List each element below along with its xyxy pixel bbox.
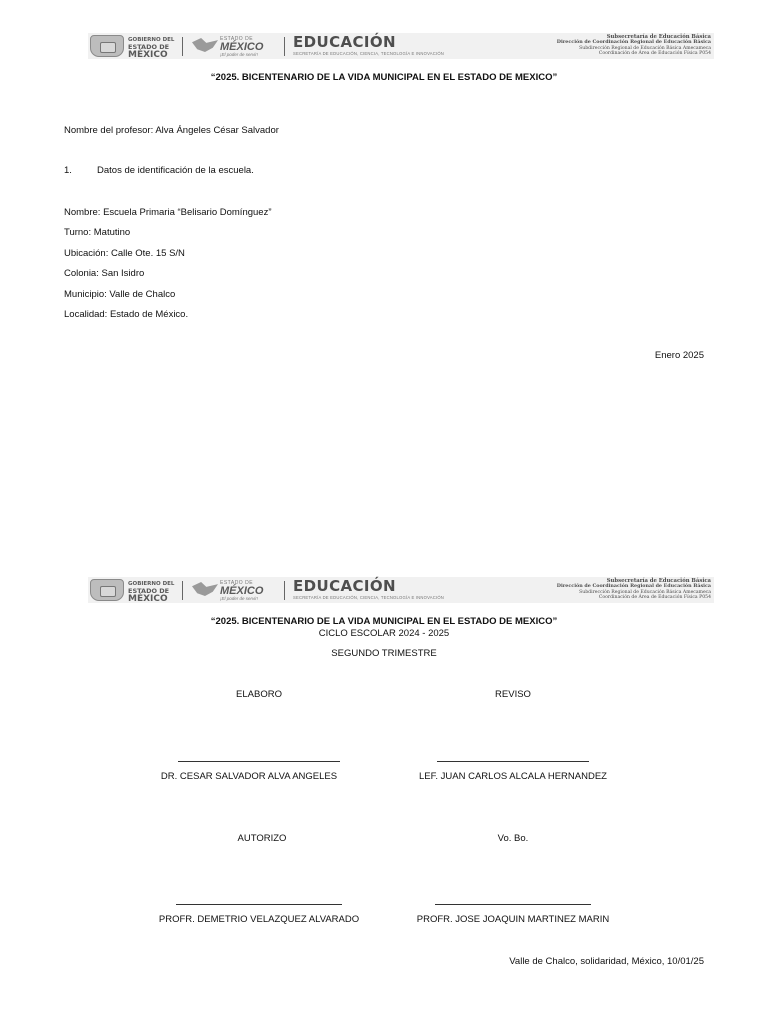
gov-line1: GOBIERNO DEL: [128, 37, 175, 43]
elaboro-name: DR. CESAR SALVADOR ALVA ANGELES: [160, 771, 338, 782]
coat-of-arms-icon: [90, 579, 124, 601]
school-location: Ubicación: Calle Ote. 15 S/N: [64, 248, 185, 259]
education-subtitle: SECRETARÍA DE EDUCACIÓN, CIENCIA, TECNOLOGÍA E INNOVACIÓN: [293, 51, 445, 56]
state-government-logo: [90, 35, 178, 60]
gov-line3: MÉXICO: [128, 50, 168, 60]
divider: [182, 581, 183, 600]
autorizo-name: PROFR. DEMETRIO VELAZQUEZ ALVARADO: [158, 914, 360, 925]
signature-line: [176, 904, 342, 905]
office-line: Subdirección Regional de Educación Básica Amecameca: [579, 589, 711, 595]
office-line: Dirección de Coordinación Regional de Educación Básica: [556, 583, 711, 590]
header-banner: [88, 577, 714, 603]
education-word: EDUCACIÓN: [293, 577, 396, 595]
office-line: Subsecretaría de Educación Básica: [606, 578, 711, 584]
signature-line: [435, 904, 591, 905]
gov-line2: ESTADO DE: [128, 43, 170, 51]
education-word: EDUCACIÓN: [293, 33, 396, 51]
edomex-logo: [192, 35, 280, 57]
gov-line1: GOBIERNO DEL: [128, 581, 175, 587]
coat-of-arms-icon: [90, 35, 124, 57]
vobo-name: PROFR. JOSE JOAQUIN MARTINEZ MARIN: [416, 914, 610, 925]
elaboro-label: ELABORO: [236, 689, 282, 700]
edomex-tagline: ¡El poder de servir!: [220, 52, 259, 57]
edomex-big: MÉXICO: [220, 41, 264, 53]
education-logo: [293, 578, 444, 600]
school-locality: Localidad: Estado de México.: [64, 309, 189, 320]
edomex-small: ESTADO DE: [220, 580, 254, 586]
place-date: Valle de Chalco, solidaridad, México, 10/01/25: [509, 956, 704, 967]
edomex-emblem-icon: [192, 38, 218, 52]
document-date: Enero 2025: [654, 350, 704, 361]
school-name: Nombre: Escuela Primaria “Belisario Domínguez”: [64, 207, 272, 218]
section-number: 1.: [64, 165, 72, 176]
state-government-logo: [90, 579, 178, 604]
gov-line2: ESTADO DE: [128, 587, 170, 595]
education-logo: [293, 34, 444, 56]
school-cycle: CICLO ESCOLAR 2024 - 2025: [318, 628, 450, 639]
education-subtitle: SECRETARÍA DE EDUCACIÓN, CIENCIA, TECNOLOGÍA E INNOVACIÓN: [293, 595, 445, 600]
office-line: Subdirección Regional de Educación Básica Amecameca: [579, 45, 711, 51]
office-lines: [557, 579, 711, 601]
office-lines: [557, 35, 711, 57]
edomex-small: ESTADO DE: [220, 36, 254, 42]
office-line: Subsecretaría de Educación Básica: [606, 34, 711, 40]
motto: “2025. BICENTENARIO DE LA VIDA MUNICIPAL EN EL ESTADO DE MEXICO”: [210, 72, 558, 83]
school-municipality: Municipio: Valle de Chalco: [64, 289, 176, 300]
term: SEGUNDO TRIMESTRE: [331, 648, 437, 659]
gov-line3: MÉXICO: [128, 594, 168, 604]
header-banner: [88, 33, 714, 59]
divider: [284, 581, 285, 600]
autorizo-label: AUTORIZO: [237, 833, 287, 844]
divider: [182, 37, 183, 56]
vobo-label: Vo. Bo.: [497, 833, 529, 844]
signature-line: [437, 761, 589, 762]
edomex-tagline: ¡El poder de servir!: [220, 596, 259, 601]
motto: “2025. BICENTENARIO DE LA VIDA MUNICIPAL EN EL ESTADO DE MEXICO”: [210, 616, 558, 627]
reviso-name: LEF. JUAN CARLOS ALCALA HERNANDEZ: [419, 771, 607, 782]
signature-line: [178, 761, 340, 762]
school-neighborhood: Colonia: San Isidro: [64, 268, 145, 279]
reviso-label: REVISO: [495, 689, 531, 700]
school-shift: Turno: Matutino: [64, 227, 131, 238]
section-title: Datos de identificación de la escuela.: [97, 165, 254, 176]
edomex-emblem-icon: [192, 582, 218, 596]
edomex-big: MÉXICO: [220, 585, 264, 597]
teacher-name: Nombre del profesor: Alva Ángeles César Salvador: [64, 125, 279, 136]
office-line: Dirección de Coordinación Regional de Educación Básica: [556, 39, 711, 46]
divider: [284, 37, 285, 56]
office-line: Coordinación de Área de Educación Física P054: [598, 595, 711, 601]
office-line: Coordinación de Área de Educación Física P054: [598, 51, 711, 57]
edomex-logo: [192, 579, 280, 601]
